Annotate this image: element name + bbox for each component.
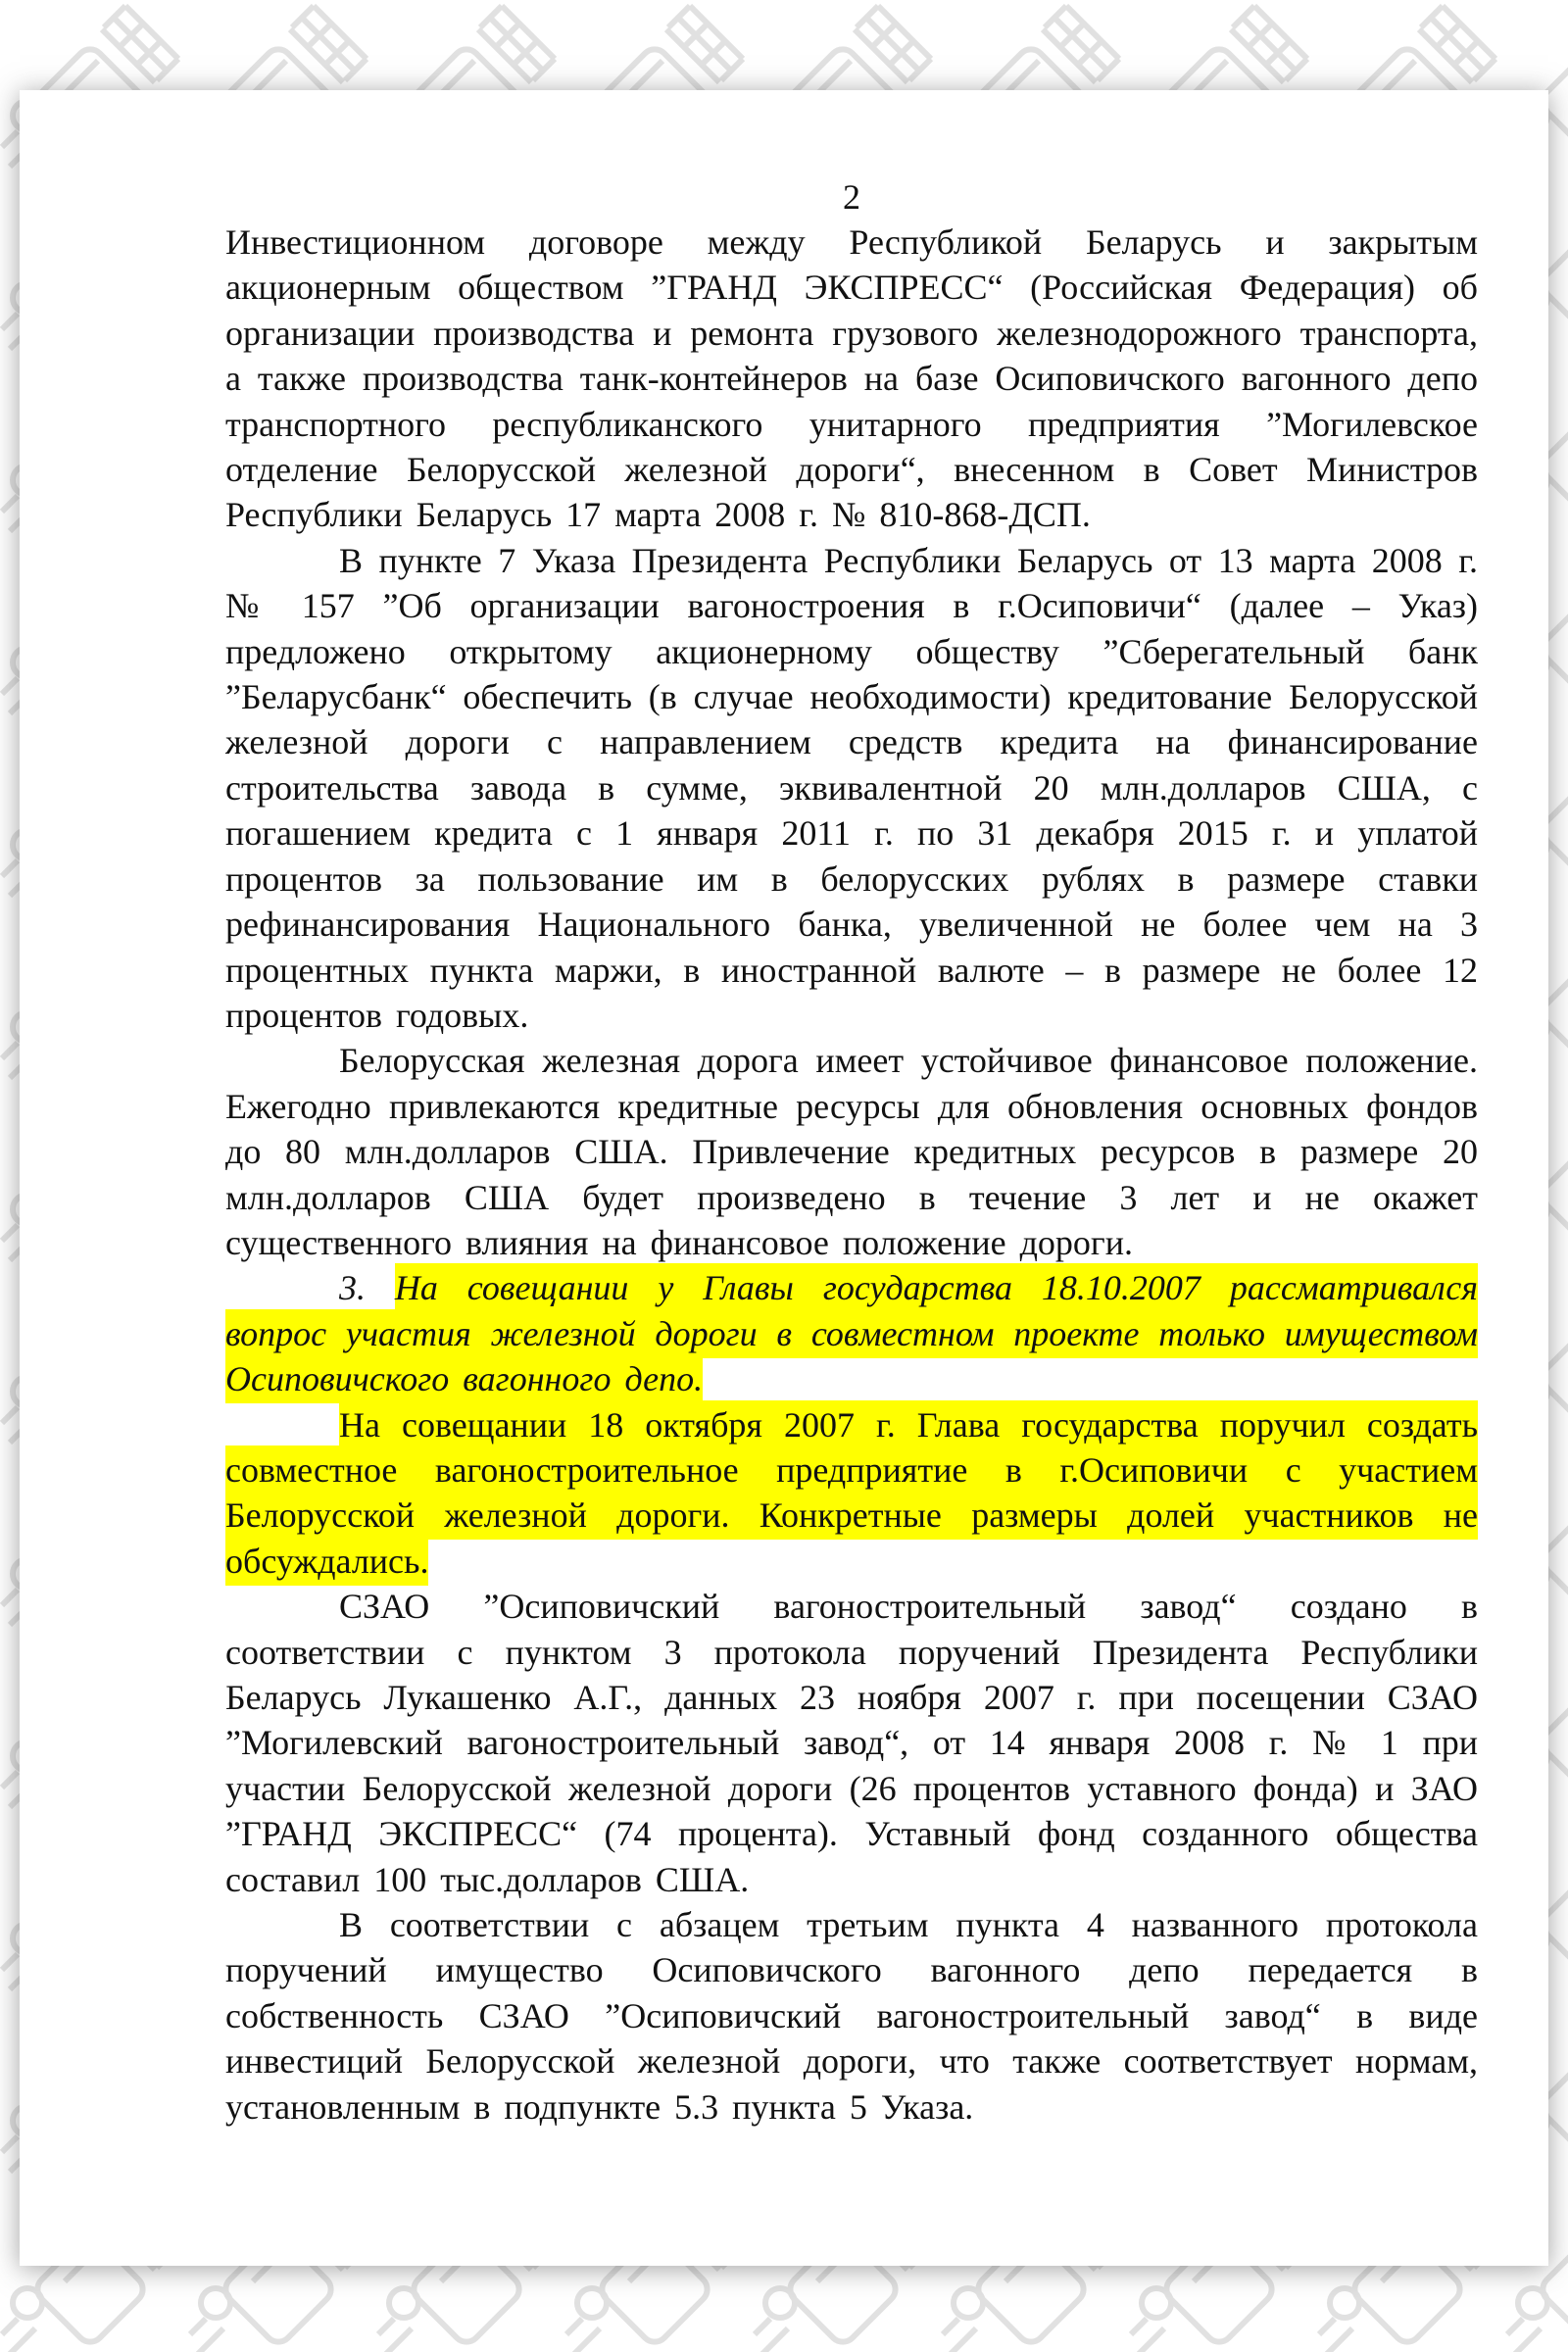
highlighted-text: На совещании у Главы государства 18.10.2007 рассматривался вопрос участия железной дороги в совместном проекте только имуществом Осиповичского вагонного депо.	[225, 1263, 1478, 1403]
paragraph: В пункте 7 Указа Президента Республики Беларусь от 13 марта 2008 г. № 157 ”Об организации вагоностроения в г.Осиповичи“ (далее – Указ) предложено открытому акционерному обществу ”Сберегательный банк ”Беларусбанк“ обеспечить (в случае необходимости) кредитование Белорусской железной дороги с направлением средств кредита на финансирование строительства завода в сумме, эквивалентной 20 млн.долларов США, с погашением кредита с 1 января 2011 г. по 31 декабря 2015 г. и уплатой процентов за пользование им в белорусских рублях в размере ставки рефинансирования Национального банка, увеличенной не более чем на 3 процентных пункта маржи, в иностранной валюте – в размере не более 12 процентов годовых.	[225, 540, 1478, 1035]
paragraph: Белорусская железная дорога имеет устойчивое финансовое положение. Ежегодно привлекаются кредитные ресурсы для обновления основных фондов до 80 млн.долларов США. Привлечение кредитных ресурсов в размере 20 млн.долларов США будет произведено в течение 3 лет и не окажет существенного влияния на финансовое положение дороги.	[225, 1041, 1478, 1262]
paragraph: В соответствии с абзацем третьим пункта 4 названного протокола поручений имущество Осиповичского вагонного депо передается в собственность СЗАО ”Осиповичский вагоностроительный завод“ в виде инвестиций Белорусской железной дороги, что также соответствует нормам, установленным в подпункте 5.3 пункта 5 Указа.	[225, 1905, 1478, 2127]
page-content	[225, 174, 1478, 2130]
paragraph	[225, 1265, 1478, 1401]
paragraph: СЗАО ”Осиповичский вагоностроительный завод“ создано в соответствии с пунктом 3 протокола поручений Президента Республики Беларусь Лукашенко А.Г., данных 23 ноября 2007 г. при посещении СЗАО ”Могилевский вагоностроительный завод“, от 14 января 2008 г. № 1 при участии Белорусской железной дороги (26 процентов уставного фонда) и ЗАО ”ГРАНД ЭКСПРЕСС“ (74 процента). Уставный фонд созданного общества составил 100 тыс.долларов США.	[225, 1587, 1478, 1899]
paragraph	[225, 1402, 1478, 1585]
page-number: 2	[843, 177, 860, 217]
paragraph-number-prefix: 3.	[339, 1268, 395, 1308]
highlighted-text: На совещании 18 октября 2007 г. Глава государства поручил создать совместное вагоностроительное предприятие в г.Осиповичи с участием Белорусской железной дороги. Конкретные размеры долей участников не обсуждались.	[225, 1400, 1478, 1586]
paragraph: Инвестиционном договоре между Республикой Беларусь и закрытым акционерным обществом ”ГРАНД ЭКСПРЕСС“ (Российская Федерация) об организации производства и ремонта грузового железнодорожного транспорта, а также производства танк-контейнеров на базе Осиповичского вагонного депо транспортного республиканского унитарного предприятия ”Могилевское отделение Белорусской железной дороги“, внесенном в Совет Министров Республики Беларусь 17 марта 2008 г. № 810-868-ДСП.	[225, 222, 1478, 535]
document-page	[20, 90, 1548, 2266]
document-body	[225, 220, 1478, 2130]
